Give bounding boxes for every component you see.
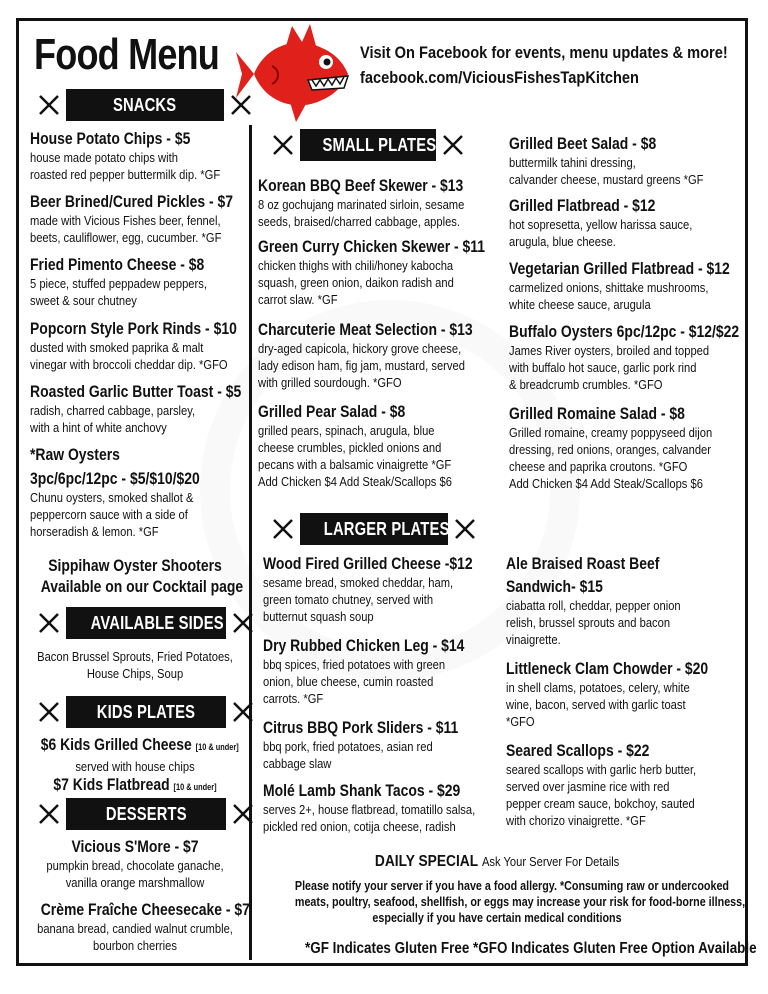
menu-item (30, 191, 278, 246)
item-name: Grilled Pear Salad - $8 (258, 402, 406, 421)
item-name: Molé Lamb Shank Tacos - $29 (263, 781, 461, 800)
item-name: *Raw Oysters (30, 445, 120, 464)
menu-item (509, 258, 768, 313)
gluten-free-legend (262, 940, 757, 958)
item-desc: with buffalo hot sauce, garlic pork rind (509, 360, 697, 375)
daily-special-label: DAILY SPECIAL (374, 853, 479, 870)
item-desc: James River oysters, broiled and topped (509, 343, 710, 358)
item-desc: carrots. *GF (263, 691, 324, 706)
crossed-utensils-icon (232, 612, 254, 634)
menu-item (258, 319, 520, 391)
crossed-utensils-icon (272, 134, 294, 156)
item-desc: bbq pork, fried potatoes, asian red (263, 739, 433, 754)
item-name: Grilled Flatbread - $12 (509, 196, 656, 215)
item-desc: dusted with smoked paprika & malt (30, 340, 204, 355)
allergy-notice (262, 878, 746, 926)
item-name: Citrus BBQ Pork Sliders - $11 (263, 718, 459, 737)
crossed-utensils-icon (38, 94, 60, 116)
item-desc: lady edison ham, fig jam, mustard, served (258, 358, 465, 373)
kids-heading-label: KIDS PLATES (96, 702, 196, 722)
item-desc: onion, blue cheese, cumin roasted (263, 674, 434, 689)
sides-heading (32, 607, 260, 639)
item-desc: beets, cauliflower, egg, cucumber. *GF (30, 230, 222, 245)
item-desc: horseradish & lemon. *GF (30, 524, 159, 539)
crossed-utensils-icon (230, 94, 252, 116)
menu-item (30, 128, 251, 183)
menu-item (258, 236, 535, 308)
item-name: House Potato Chips - $5 (30, 129, 191, 148)
item-name: Dry Rubbed Chicken Leg - $14 (263, 636, 465, 655)
item-desc: Chunu oysters, smoked shallot & (30, 490, 194, 505)
allergy-line: Please notify your server if you have a food allergy. *Consuming raw or undercooked (294, 879, 729, 893)
item-name: $6 Kids Grilled Cheese (40, 735, 192, 754)
desserts-heading (32, 798, 260, 830)
item-desc: & breadcrumb crumbles. *GFO (509, 377, 663, 392)
menu-item (509, 133, 735, 188)
menu-item (506, 576, 709, 648)
item-name: Korean BBQ Beef Skewer - $13 (258, 176, 464, 195)
item-desc: serves 2+, house flatbread, tomatillo salsa, (263, 802, 476, 817)
item-desc: vinaigrette. (506, 632, 561, 647)
desserts-heading-label: DESSERTS (105, 804, 187, 824)
menu-item (30, 254, 243, 309)
larger-plates-heading (266, 513, 482, 545)
item-desc: pumpkin bread, chocolate ganache, (46, 858, 224, 873)
page-title: Food Menu (34, 30, 219, 79)
shooters-line: Available on our Cocktail page (40, 577, 244, 596)
menu-item (509, 195, 722, 250)
dessert-item (20, 899, 250, 954)
kids-item (20, 734, 250, 775)
item-desc: grilled pears, spinach, arugula, blue (258, 423, 435, 438)
item-desc: served over jasmine rice with red (506, 779, 670, 794)
allergy-line: especially if you have certain medical conditions (372, 911, 622, 925)
item-desc: with grilled sourdough. *GFO (258, 375, 402, 390)
column-divider (249, 125, 252, 960)
item-desc: bourbon cherries (93, 938, 177, 953)
item-name: $7 Kids Flatbread (53, 775, 170, 794)
oyster-shooters (20, 555, 250, 597)
item-name: Fried Pimento Cheese - $8 (30, 255, 205, 274)
snacks-heading-label: SNACKS (113, 95, 177, 115)
item-desc: *GFO (506, 714, 535, 729)
item-desc: pickled red onion, cotija cheese, radish (263, 819, 456, 834)
snacks-heading (32, 89, 258, 121)
item-desc: green tomato chutney, served with (263, 592, 434, 607)
sides-list (20, 648, 250, 682)
item-desc: white cheese sauce, arugula (509, 297, 651, 312)
item-desc: peppercorn sauce with a side of (30, 507, 188, 522)
daily-special-note: Ask Your Server For Details (481, 854, 620, 869)
menu-item (506, 553, 693, 574)
age-note: [10 & under] (195, 742, 239, 752)
item-desc: with a hint of white anchovy (30, 420, 167, 435)
item-name: Vicious S'More - $7 (71, 837, 199, 856)
kids-item (20, 774, 250, 798)
item-desc: made with Vicious Fishes beer, fennel, (30, 213, 221, 228)
crossed-utensils-icon (38, 701, 60, 723)
item-desc: Add Chicken $4 Add Steak/Scallops $6 (258, 474, 452, 489)
small-plates-heading (266, 129, 470, 161)
facebook-line-1: Visit On Facebook for events, menu updates & more! (360, 43, 728, 62)
facebook-link[interactable]: facebook.com/ViciousFishesTapKitchen (360, 68, 639, 87)
item-desc: carrot slaw. *GF (258, 292, 338, 307)
crossed-utensils-icon (232, 701, 254, 723)
item-name: Charcuterie Meat Selection - $13 (258, 320, 473, 339)
item-desc: wine, bacon, served with garlic toast (506, 697, 686, 712)
item-desc: cabbage slaw (263, 756, 332, 771)
item-name: Grilled Romaine Salad - $8 (509, 404, 685, 423)
item-desc: house made potato chips with (30, 150, 178, 165)
menu-item (263, 717, 501, 772)
item-desc: pecans with a balsamic vinaigrette *GF (258, 457, 452, 472)
menu-item (263, 780, 510, 835)
item-desc: calvander cheese, mustard greens *GF (509, 172, 704, 187)
item-desc: served with house chips (75, 759, 195, 774)
sides-line: House Chips, Soup (86, 666, 184, 681)
item-name: Seared Scallops - $22 (506, 741, 650, 760)
small-plates-heading-label: SMALL PLATES (322, 135, 437, 155)
shooters-line: Sippihaw Oyster Shooters (48, 556, 222, 575)
menu-item (506, 658, 753, 730)
crossed-utensils-icon (232, 803, 254, 825)
gluten-free-legend-text: *GF Indicates Gluten Free *GFO Indicates Gluten Free Option Available (305, 940, 757, 957)
menu-item (509, 321, 768, 393)
item-desc: dry-aged capicola, hickory grove cheese, (258, 341, 462, 356)
menu-item (263, 553, 519, 625)
item-name: Sandwich- $15 (506, 577, 603, 596)
item-name: Littleneck Clam Chowder - $20 (506, 659, 709, 678)
crossed-utensils-icon (442, 134, 464, 156)
item-desc: 8 oz gochujang marinated sirloin, sesame (258, 197, 465, 212)
menu-item (30, 444, 140, 465)
item-name: Grilled Beet Salad - $8 (509, 134, 657, 153)
item-desc: vinegar with broccoli cheddar dip. *GFO (30, 357, 228, 372)
facebook-info (360, 40, 728, 90)
sides-heading-label: AVAILABLE SIDES (90, 613, 224, 633)
item-desc: buttermilk tahini dressing, (509, 155, 636, 170)
item-desc: arugula, blue cheese. (509, 234, 616, 249)
item-desc: vanilla orange marshmallow (65, 875, 205, 890)
item-desc: sweet & sour chutney (30, 293, 137, 308)
item-name: Roasted Garlic Butter Toast - $5 (30, 382, 242, 401)
menu-item (258, 401, 483, 490)
item-desc: radish, charred cabbage, parsley, (30, 403, 196, 418)
item-name: Vegetarian Grilled Flatbread - $12 (509, 259, 730, 278)
item-desc: carmelized onions, shittake mushrooms, (509, 280, 709, 295)
item-name: Wood Fired Grilled Cheese -$12 (263, 554, 473, 573)
menu-item (506, 740, 727, 829)
item-desc: cheese and paprika croutons. *GFO (509, 459, 688, 474)
menu-item (258, 175, 508, 230)
item-desc: Add Chicken $4 Add Steak/Scallops $6 (509, 476, 703, 491)
menu-item (30, 318, 282, 373)
item-name: Buffalo Oysters 6pc/12pc - $12/$22 (509, 322, 740, 341)
menu-item (30, 381, 288, 436)
item-desc: sesame bread, smoked cheddar, ham, (263, 575, 454, 590)
item-desc: 5 piece, stuffed peppadew peppers, (30, 276, 207, 291)
item-name: Popcorn Style Pork Rinds - $10 (30, 319, 237, 338)
item-desc: relish, brussel sprouts and bacon (506, 615, 671, 630)
item-desc: seared scallops with garlic herb butter, (506, 762, 697, 777)
larger-plates-heading-label: LARGER PLATES (323, 519, 450, 539)
item-name: Crème Fraîche Cheesecake - $7 (40, 900, 250, 919)
item-desc: roasted red pepper buttermilk dip. *GF (30, 167, 221, 182)
item-desc: Grilled romaine, creamy poppyseed dijon (509, 425, 713, 440)
item-desc: ciabatta roll, cheddar, pepper onion (506, 598, 681, 613)
item-desc: pepper cream sauce, bokchoy, sauted (506, 796, 695, 811)
item-name: Green Curry Chicken Skewer - $11 (258, 237, 486, 256)
item-desc: squash, green onion, daikon radish and (258, 275, 454, 290)
crossed-utensils-icon (38, 803, 60, 825)
crossed-utensils-icon (272, 518, 294, 540)
age-note: [10 & under] (173, 782, 217, 792)
item-desc: cheese crumbles, pickled onions and (258, 440, 442, 455)
item-desc: in shell clams, potatoes, celery, white (506, 680, 690, 695)
dessert-item (20, 836, 250, 891)
menu-item (30, 468, 237, 540)
item-desc: with chorizo vinaigrette. *GF (506, 813, 646, 828)
allergy-line: meats, poultry, seafood, shellfish, or eggs may increase your risk for food-borne illness, (294, 895, 746, 909)
item-desc: bbq spices, fried potatoes with green (263, 657, 446, 672)
menu-item (263, 635, 509, 707)
item-name: Ale Braised Roast Beef (506, 554, 660, 573)
item-desc: banana bread, candied walnut crumble, (37, 921, 233, 936)
item-desc: hot sopresetta, yellow harissa sauce, (509, 217, 693, 232)
item-desc: seeds, braised/charred cabbage, apples. (258, 214, 461, 229)
kids-heading (32, 696, 260, 728)
daily-special (262, 853, 732, 871)
item-desc: dressing, red onions, oranges, calvander (509, 442, 711, 457)
item-name: Beer Brined/Cured Pickles - $7 (30, 192, 233, 211)
crossed-utensils-icon (38, 612, 60, 634)
menu-item (509, 403, 745, 492)
sides-line: Bacon Brussel Sprouts, Fried Potatoes, (37, 649, 233, 664)
item-desc: butternut squash soup (263, 609, 374, 624)
item-desc: chicken thighs with chili/honey kabocha (258, 258, 454, 273)
item-name: 3pc/6pc/12pc - $5/$10/$20 (30, 469, 200, 488)
crossed-utensils-icon (454, 518, 476, 540)
